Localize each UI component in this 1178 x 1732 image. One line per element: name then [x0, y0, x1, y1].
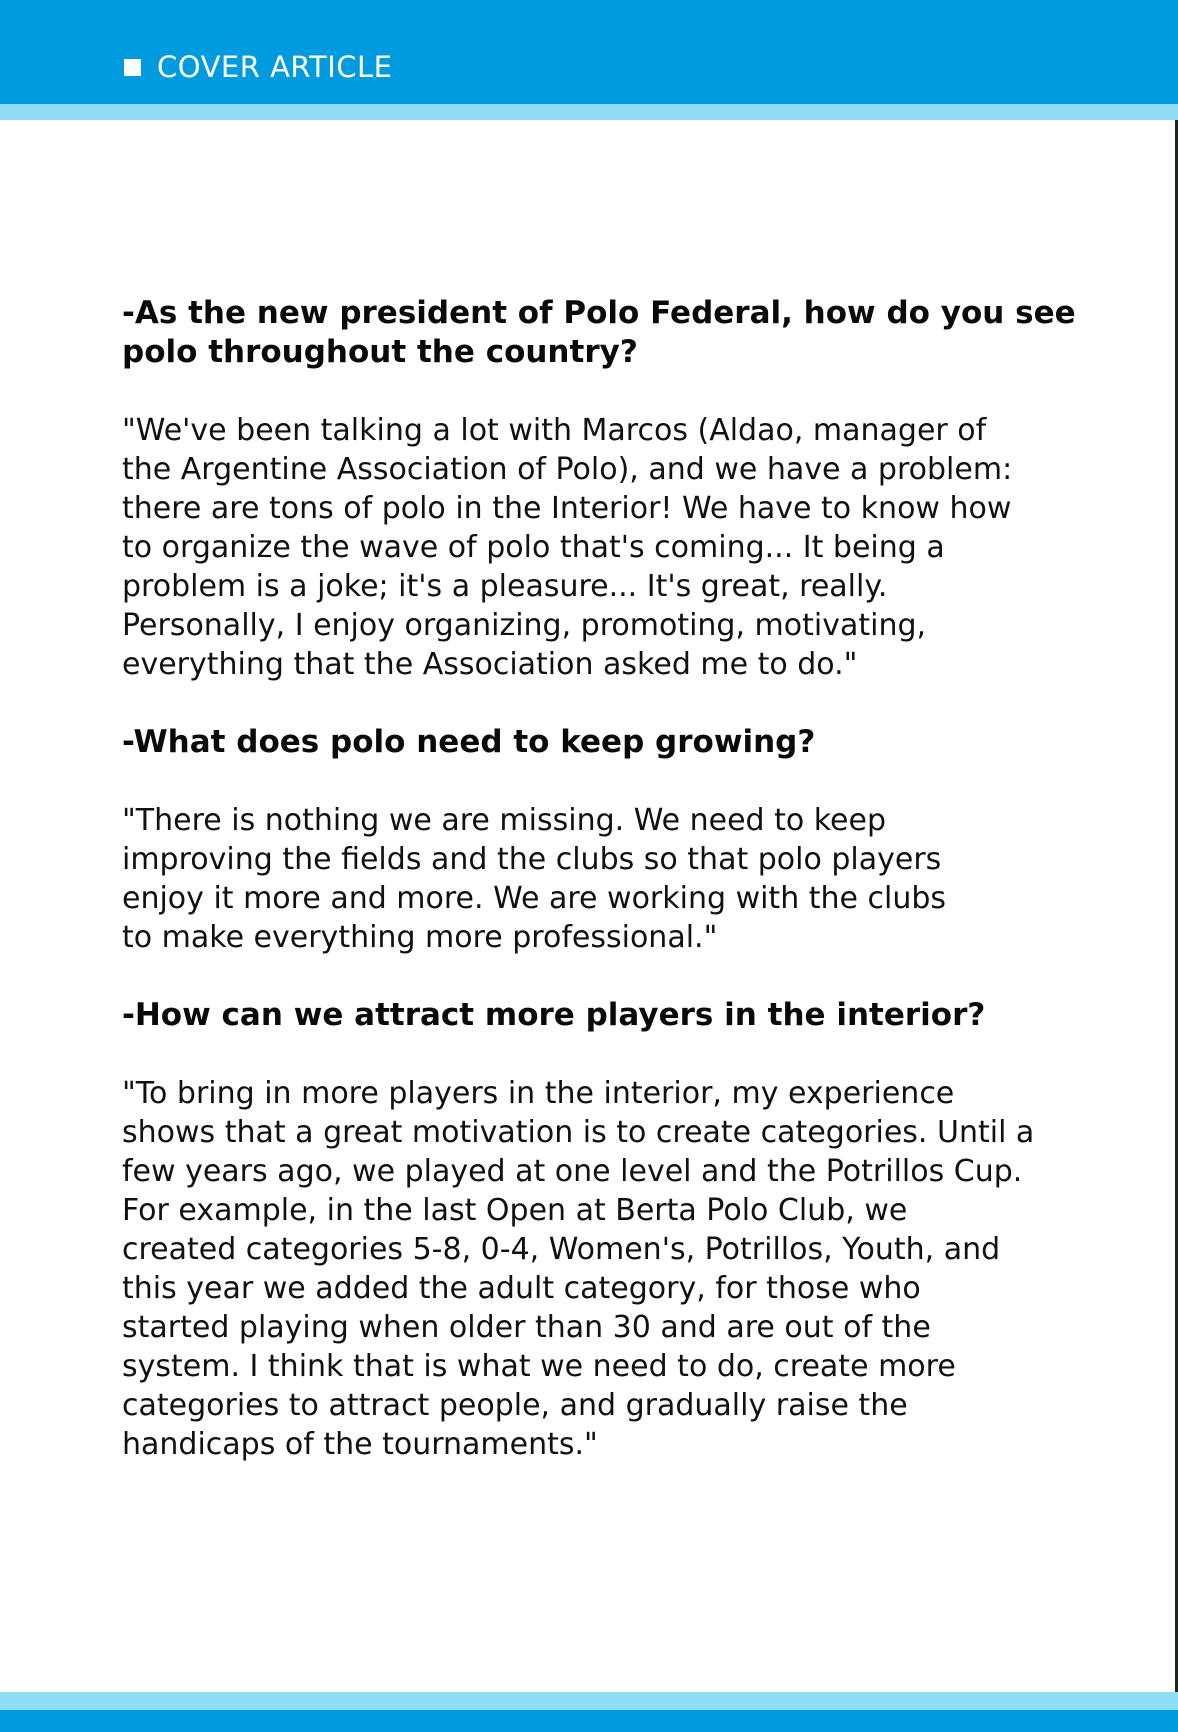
section-header	[124, 50, 392, 84]
question-2: -What does polo need to keep growing?	[122, 724, 816, 760]
header-stripe	[0, 104, 1178, 120]
question-1: -As the new president of Polo Federal, how do you see polo throughout the country?	[122, 295, 1076, 370]
footer-band	[0, 1710, 1178, 1732]
answer-1: "We've been talking a lot with Marcos (Aldao, manager of the Argentine Association of Polo), and we have a problem: there are tons of polo in the Interior! We have to know how to organize the wave of polo that's coming... It being a problem is a joke; it's a pleasure... It's great, really. Personally, I enjoy organizing, promoting, motivating, everything that the Association asked me to do."	[122, 413, 1013, 682]
answer-2: "There is nothing we are missing. We need to keep improving the fields and the clubs so that polo players enjoy it more and more. We are working with the clubs to make everything more professional."	[122, 803, 947, 955]
square-bullet-icon	[124, 59, 141, 76]
question-3: -How can we attract more players in the interior?	[122, 997, 986, 1033]
footer-stripe	[0, 1692, 1178, 1710]
answer-3: "To bring in more players in the interior, my experience shows that a great motivation is to create categories. Until a few years ago, we played at one level and the Potrillos Cup. For example, in the last Open at Berta Polo Club, we created categories 5-8, 0-4, Women's, Potrillos, Youth, and this year we added the adult category, for those who started playing when older than 30 and are out of the system. I think that is what we need to do, create more categories to attract people, and gradually raise the handicaps of the tournaments."	[122, 1076, 1035, 1462]
article-body	[122, 294, 1082, 1503]
section-label: COVER ARTICLE	[157, 50, 393, 84]
